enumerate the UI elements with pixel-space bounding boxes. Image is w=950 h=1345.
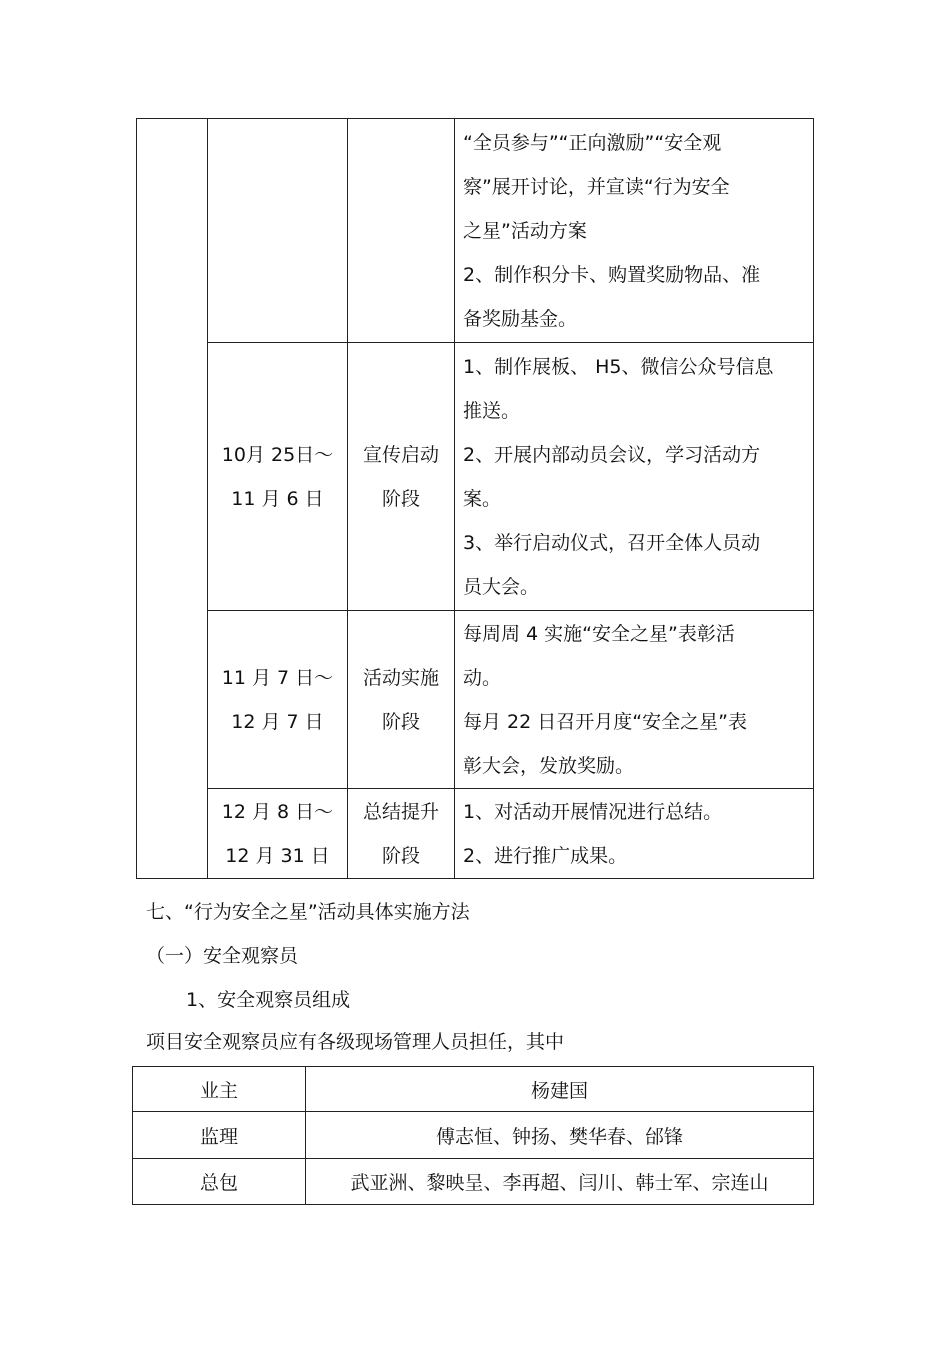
- staff-row: [133, 1067, 814, 1112]
- content-line: 动。: [463, 666, 502, 689]
- content-line: 备奖励基金。: [463, 307, 578, 330]
- schedule-date-cell: [208, 119, 348, 343]
- schedule-row: [137, 119, 814, 343]
- content-line: 2、制作积分卡、购置奖励物品、准: [463, 263, 761, 286]
- staff-role-cell: 总包: [133, 1159, 306, 1205]
- schedule-outer-cell: [137, 119, 208, 879]
- schedule-stage-cell: [348, 119, 455, 343]
- schedule-stage-cell: [348, 343, 455, 611]
- intro-paragraph: 项目安全观察员应有各级现场管理人员担任，其中: [146, 1031, 565, 1053]
- content-line: 察”展开讨论，并宣读“行为安全: [463, 175, 730, 198]
- staff-names-cell: 杨建国: [306, 1067, 814, 1112]
- stage-line: 活动实施: [362, 666, 439, 689]
- content-line: 案。: [463, 487, 502, 510]
- staff-names-cell: 武亚洲、黎映呈、李再超、闫川、韩士军、宗连山: [306, 1159, 814, 1205]
- date-line: 12 月 31 日: [225, 844, 330, 867]
- section-heading: 七、“行为安全之星”活动具体实施方法: [146, 901, 470, 923]
- date-line: 11 月 7 日～: [221, 666, 334, 689]
- stage-line: 宣传启动: [362, 443, 439, 466]
- staff-role-cell: 业主: [133, 1067, 306, 1112]
- schedule-table: [136, 118, 814, 879]
- content-line: 2、开展内部动员会议，学习活动方: [463, 443, 761, 466]
- schedule-row: [137, 343, 814, 611]
- content-line: 2、进行推广成果。: [463, 844, 628, 867]
- date-line: 10月 25日～: [221, 443, 334, 466]
- content-line: 推送。: [463, 399, 521, 422]
- stage-line: 阶段: [381, 487, 420, 510]
- stage-line: 总结提升: [362, 800, 439, 823]
- staff-role-cell: 监理: [133, 1112, 306, 1159]
- content-line: “全员参与”“正向激励”“安全观: [463, 131, 722, 154]
- content-line: 彰大会，发放奖励。: [463, 754, 635, 777]
- date-line: 11 月 6 日: [231, 487, 324, 510]
- content-line: 1、制作展板、 H5、微信公众号信息: [463, 355, 774, 378]
- schedule-date-cell: [208, 789, 348, 879]
- schedule-date-cell: [208, 343, 348, 611]
- content-line: 之星”活动方案: [463, 219, 587, 242]
- subsection-heading: （一）安全观察员: [146, 945, 299, 967]
- schedule-content-cell: [455, 789, 814, 879]
- schedule-content-cell: [455, 119, 814, 343]
- date-line: 12 月 8 日～: [221, 800, 334, 823]
- schedule-row: [137, 789, 814, 879]
- stage-line: 阶段: [381, 710, 420, 733]
- stage-line: 阶段: [381, 844, 420, 867]
- schedule-row: [137, 611, 814, 789]
- schedule-content-cell: [455, 343, 814, 611]
- schedule-date-cell: [208, 611, 348, 789]
- staff-names-cell: 傅志恒、钟扬、樊华春、邰锋: [306, 1112, 814, 1159]
- content-line: 每月 22 日召开月度“安全之星”表: [463, 710, 747, 733]
- staff-table: [132, 1066, 814, 1205]
- schedule-stage-cell: [348, 611, 455, 789]
- date-line: 12 月 7 日: [231, 710, 324, 733]
- content-line: 3、举行启动仪式，召开全体人员动: [463, 531, 761, 554]
- staff-row: [133, 1112, 814, 1159]
- content-line: 员大会。: [463, 575, 540, 598]
- content-line: 每周周 4 实施“安全之星”表彰活: [463, 622, 735, 645]
- staff-row: [133, 1159, 814, 1205]
- content-line: 1、对活动开展情况进行总结。: [463, 800, 723, 823]
- schedule-stage-cell: [348, 789, 455, 879]
- schedule-content-cell: [455, 611, 814, 789]
- item-heading: 1、安全观察员组成: [186, 989, 351, 1011]
